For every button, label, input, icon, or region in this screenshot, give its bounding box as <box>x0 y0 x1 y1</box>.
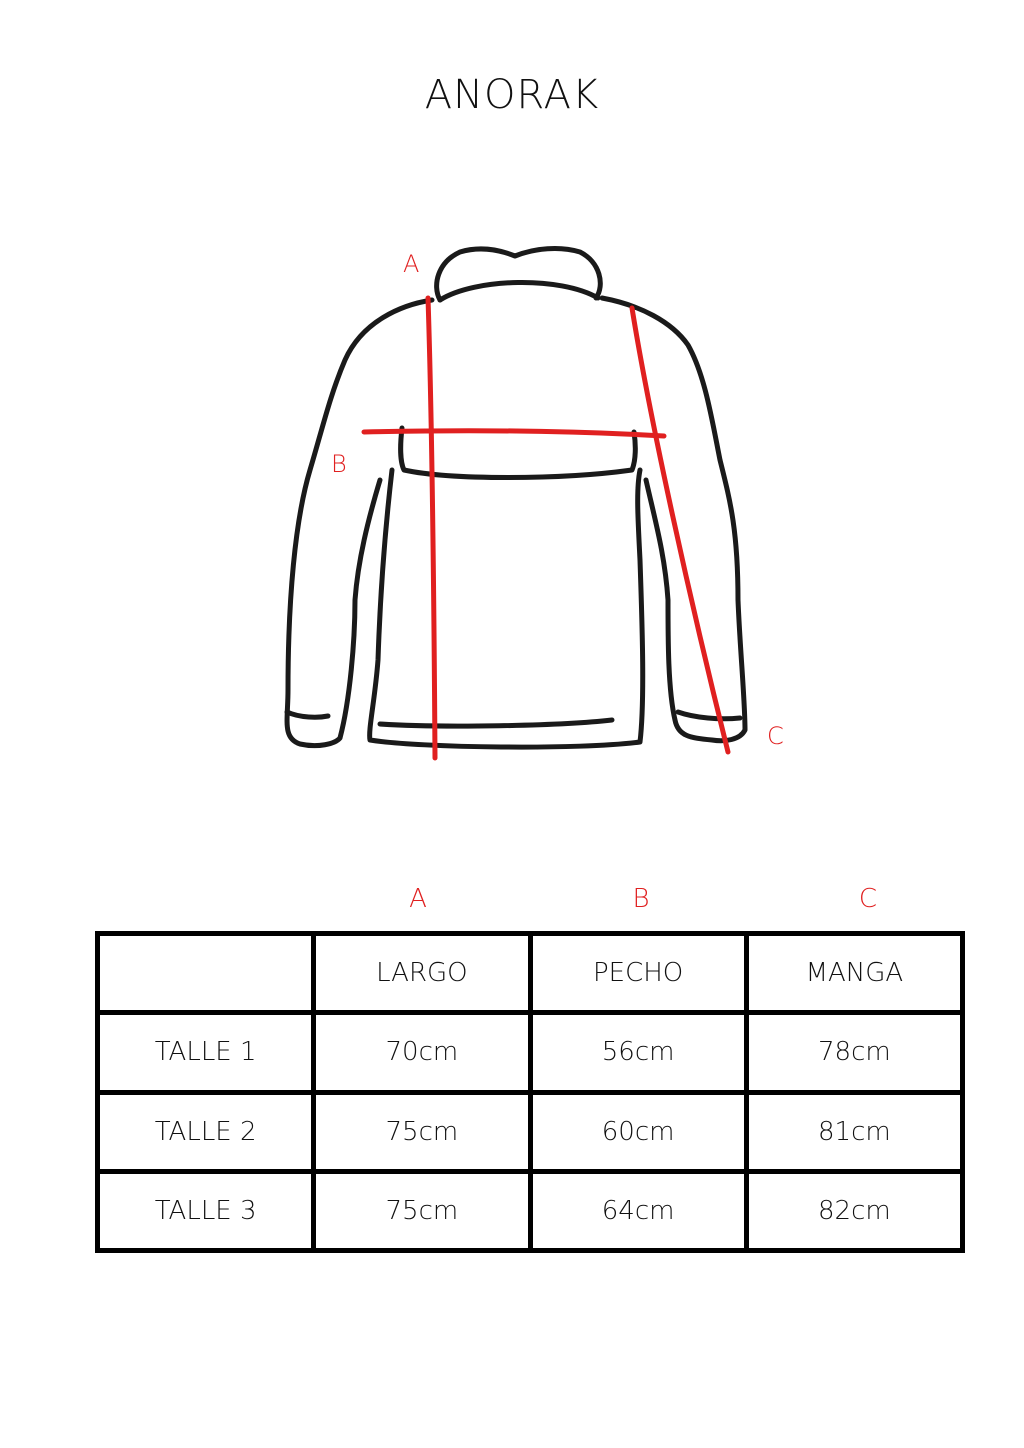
header-cell-manga: MANGA <box>746 934 962 1013</box>
measure-line-b <box>364 431 664 436</box>
measure-label-a: A <box>403 250 420 278</box>
size-chart-table <box>95 931 965 1253</box>
largo-cell: 75cm <box>314 1171 530 1250</box>
measure-label-c: C <box>767 722 784 750</box>
header-cell-largo: LARGO <box>314 934 530 1013</box>
body-outline <box>370 470 643 747</box>
manga-cell: 81cm <box>746 1092 962 1171</box>
right-cuff <box>678 712 740 719</box>
largo-cell: 70cm <box>314 1013 530 1092</box>
anorak-illustration <box>250 230 790 790</box>
manga-cell: 82cm <box>746 1171 962 1250</box>
column-letter-b: B <box>632 884 650 914</box>
column-letter-c: C <box>858 884 878 914</box>
table-row <box>98 1092 963 1171</box>
anorak-sketch <box>250 230 790 790</box>
talle-cell: TALLE 3 <box>98 1171 314 1250</box>
measure-line-c <box>632 308 728 752</box>
header-cell-pecho: PECHO <box>530 934 746 1013</box>
table-row <box>98 1013 963 1092</box>
table-row <box>98 1171 963 1250</box>
manga-cell: 78cm <box>746 1013 962 1092</box>
hem-band <box>380 720 612 726</box>
left-cuff <box>287 712 328 717</box>
pecho-cell: 56cm <box>530 1013 746 1092</box>
collar-inner <box>440 282 598 300</box>
jacket-outline <box>287 249 745 748</box>
pecho-cell: 60cm <box>530 1092 746 1171</box>
table-header-row <box>98 934 963 1013</box>
pecho-cell: 64cm <box>530 1171 746 1250</box>
largo-cell: 75cm <box>314 1092 530 1171</box>
talle-cell: TALLE 2 <box>98 1092 314 1171</box>
left-sleeve <box>287 300 432 746</box>
measure-line-a <box>428 298 435 758</box>
page-title: ANORAK <box>424 72 600 118</box>
talle-cell: TALLE 1 <box>98 1013 314 1092</box>
measure-lines <box>364 298 728 758</box>
header-cell-empty <box>98 934 314 1013</box>
measure-label-b: B <box>331 450 347 478</box>
column-letter-a: A <box>409 884 427 914</box>
